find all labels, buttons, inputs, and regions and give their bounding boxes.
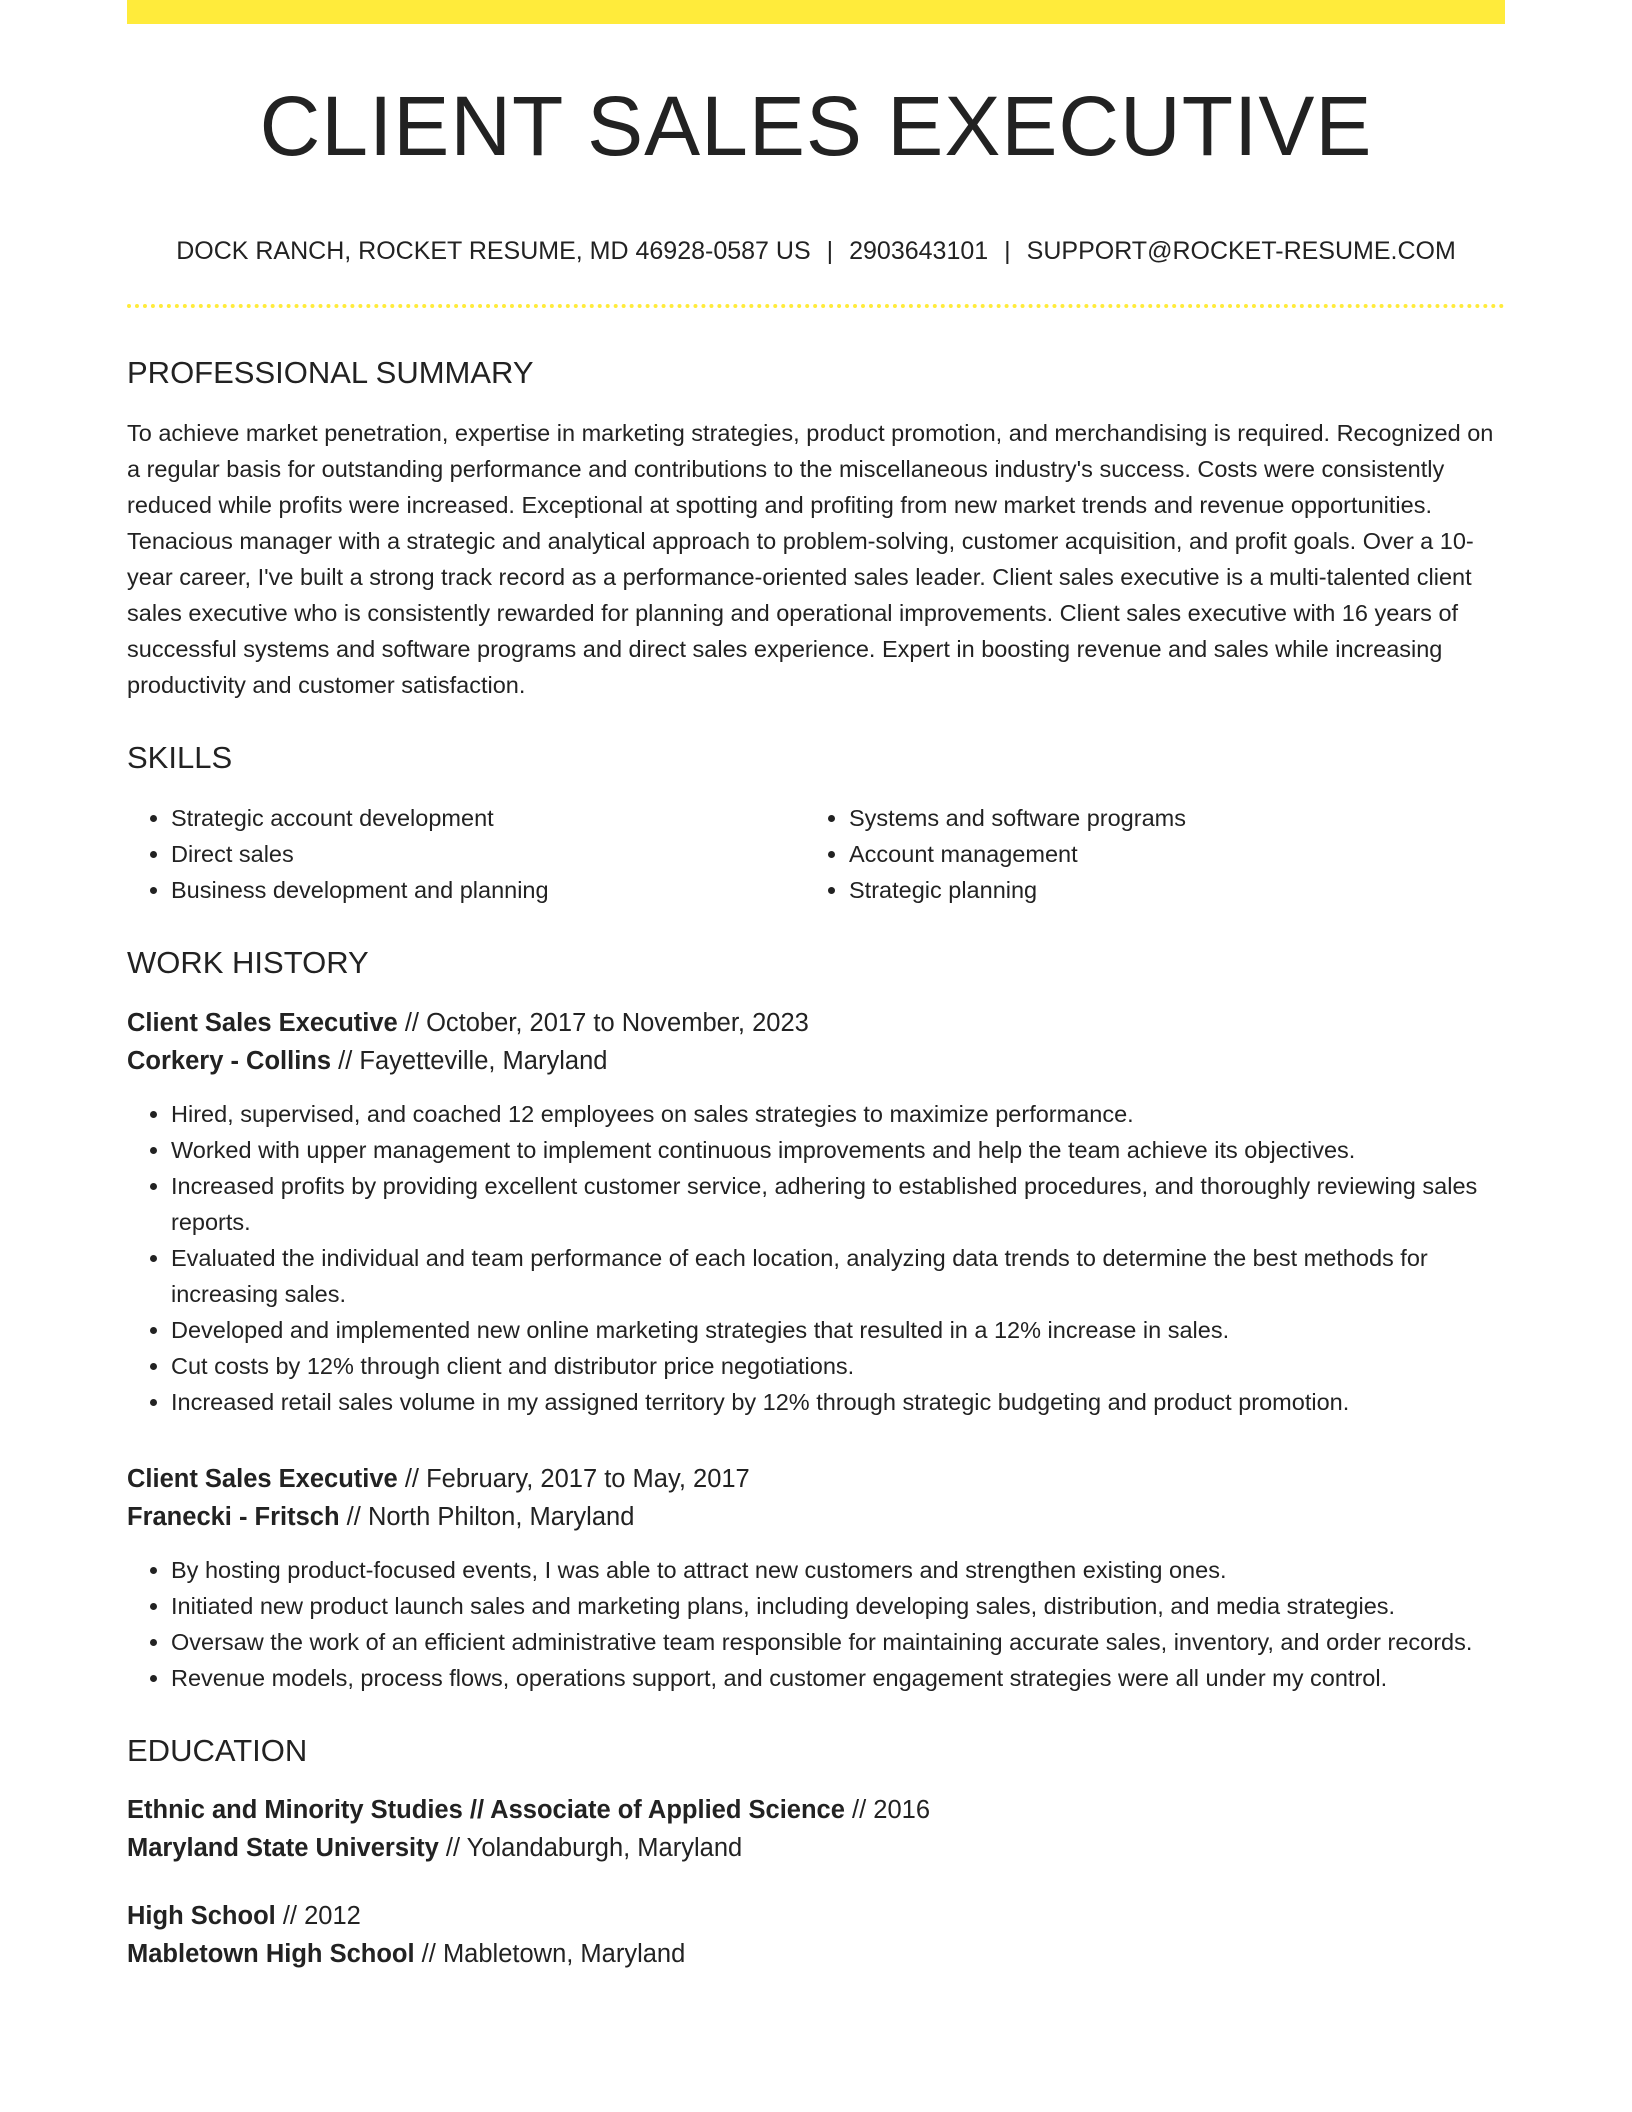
resume-name: CLIENT SALES EXECUTIVE	[259, 79, 1373, 173]
job-company: Franecki - Fritsch	[127, 1502, 340, 1531]
job-bullets	[127, 1552, 1505, 1696]
job-bullet: • Hired, supervised, and coached 12 employees on sales strategies to maximize performance.	[171, 1096, 1505, 1132]
education-school-line	[127, 1935, 1505, 1973]
education-year: 2016	[873, 1795, 931, 1824]
resume-page	[127, 0, 1505, 1973]
education-school: Maryland State University	[127, 1833, 439, 1862]
job-position: Client Sales Executive	[127, 1464, 398, 1493]
job-location: North Philton, Maryland	[367, 1502, 635, 1531]
skill-item: • Strategic planning	[849, 872, 1505, 908]
job-bullet: • Increased profits by providing excellent customer service, adhering to established procedures, and thoroughly reviewing sales reports.	[171, 1168, 1505, 1240]
job-bullet: • Increased retail sales volume in my assigned territory by 12% through strategic budgeting and product promotion.	[171, 1384, 1505, 1420]
contact-separator: |	[826, 237, 834, 265]
job-divider: //	[404, 1008, 419, 1037]
job-bullet: • Evaluated the individual and team performance of each location, analyzing data trends to determine the best methods for increasing sales.	[171, 1240, 1505, 1312]
job-divider: //	[346, 1502, 361, 1531]
skill-item: • Business development and planning	[171, 872, 805, 908]
summary-text: To achieve market penetration, expertise in marketing strategies, product promotion, and merchandising is required. Recognized on a regular basis for outstanding performance and contributions to the miscellaneous industry's success. Costs were consistently reduced while profits were increased. Exceptional at spotting and profiting from new market trends and revenue opportunities. Tenacious manager with a strategic and analytical approach to problem-solving, customer acquisition, and profit goals. Over a 10-year career, I've built a strong track record as a performance-oriented sales leader. Client sales executive is a multi-talented client sales executive who is consistently rewarded for planning and operational improvements. Client sales executive with 16 years of successful systems and software programs and direct sales experience. Expert in boosting revenue and sales while increasing productivity and customer satisfaction.	[127, 420, 1494, 699]
education-location: Yolandaburgh, Maryland	[466, 1833, 743, 1862]
job-bullet: • Initiated new product launch sales and marketing plans, including developing sales, distribution, and media strategies.	[171, 1588, 1505, 1624]
job-entry	[127, 1460, 1505, 1696]
education-degree-line	[127, 1791, 1505, 1829]
skill-item: • Direct sales	[171, 836, 805, 872]
job-dates: February, 2017 to May, 2017	[426, 1464, 750, 1493]
education-divider: //	[852, 1795, 867, 1824]
job-entry	[127, 1004, 1505, 1420]
job-location: Fayetteville, Maryland	[359, 1046, 608, 1075]
skills-list-right	[805, 800, 1505, 908]
job-dates: October, 2017 to November, 2023	[426, 1008, 809, 1037]
accent-top-bar	[127, 0, 1505, 24]
contact-separator: |	[1004, 237, 1011, 265]
job-bullet: • Cut costs by 12% through client and distributor price negotiations.	[171, 1348, 1505, 1384]
education-school: Mabletown High School	[127, 1939, 415, 1968]
job-company-line	[127, 1042, 1505, 1080]
education-school-line	[127, 1829, 1505, 1867]
summary-heading: PROFESSIONAL SUMMARY	[127, 355, 534, 390]
education-entry	[127, 1897, 1505, 1973]
skills-heading: SKILLS	[127, 740, 233, 776]
contact-address: DOCK RANCH, ROCKET RESUME, MD 46928-0587 US	[176, 237, 811, 265]
work-history-heading: WORK HISTORY	[127, 945, 369, 981]
job-bullet: • Revenue models, process flows, operations support, and customer engagement strategies were all under my control.	[171, 1660, 1505, 1696]
education-divider: //	[421, 1939, 436, 1968]
job-company-line	[127, 1498, 1505, 1536]
skill-item: • Account management	[849, 836, 1505, 872]
education-degree: Ethnic and Minority Studies // Associate of Applied Science	[127, 1795, 845, 1824]
contact-line	[127, 236, 1505, 266]
education-degree: High School	[127, 1901, 276, 1930]
job-divider: //	[338, 1046, 353, 1075]
contact-phone: 2903643101	[849, 237, 989, 265]
education-degree-line	[127, 1897, 1505, 1935]
dotted-divider	[127, 304, 1505, 308]
job-position: Client Sales Executive	[127, 1008, 398, 1037]
contact-email: SUPPORT@ROCKET-RESUME.COM	[1026, 237, 1456, 265]
job-title-line	[127, 1004, 1505, 1042]
education-heading: EDUCATION	[127, 1732, 308, 1768]
job-bullet: • By hosting product-focused events, I was able to attract new customers and strengthen existing ones.	[171, 1552, 1505, 1588]
skills-list-left	[127, 800, 805, 908]
skills-grid	[127, 800, 1505, 908]
job-bullets	[127, 1096, 1505, 1420]
skill-item: • Strategic account development	[171, 800, 805, 836]
education-year: 2012	[304, 1901, 361, 1930]
education-location: Mabletown, Maryland	[442, 1939, 686, 1968]
job-bullet: • Developed and implemented new online marketing strategies that resulted in a 12% increase in sales.	[171, 1312, 1505, 1348]
skill-item: • Systems and software programs	[849, 800, 1505, 836]
education-entry	[127, 1791, 1505, 1867]
job-divider: //	[404, 1464, 419, 1493]
job-title-line	[127, 1460, 1505, 1498]
education-divider: //	[445, 1833, 461, 1862]
job-company: Corkery - Collins	[127, 1046, 332, 1075]
job-bullet: • Worked with upper management to implement continuous improvements and help the team achieve its objectives.	[171, 1132, 1505, 1168]
job-bullet: • Oversaw the work of an efficient administrative team responsible for maintaining accurate sales, inventory, and order records.	[171, 1624, 1505, 1660]
education-divider: //	[282, 1901, 298, 1930]
